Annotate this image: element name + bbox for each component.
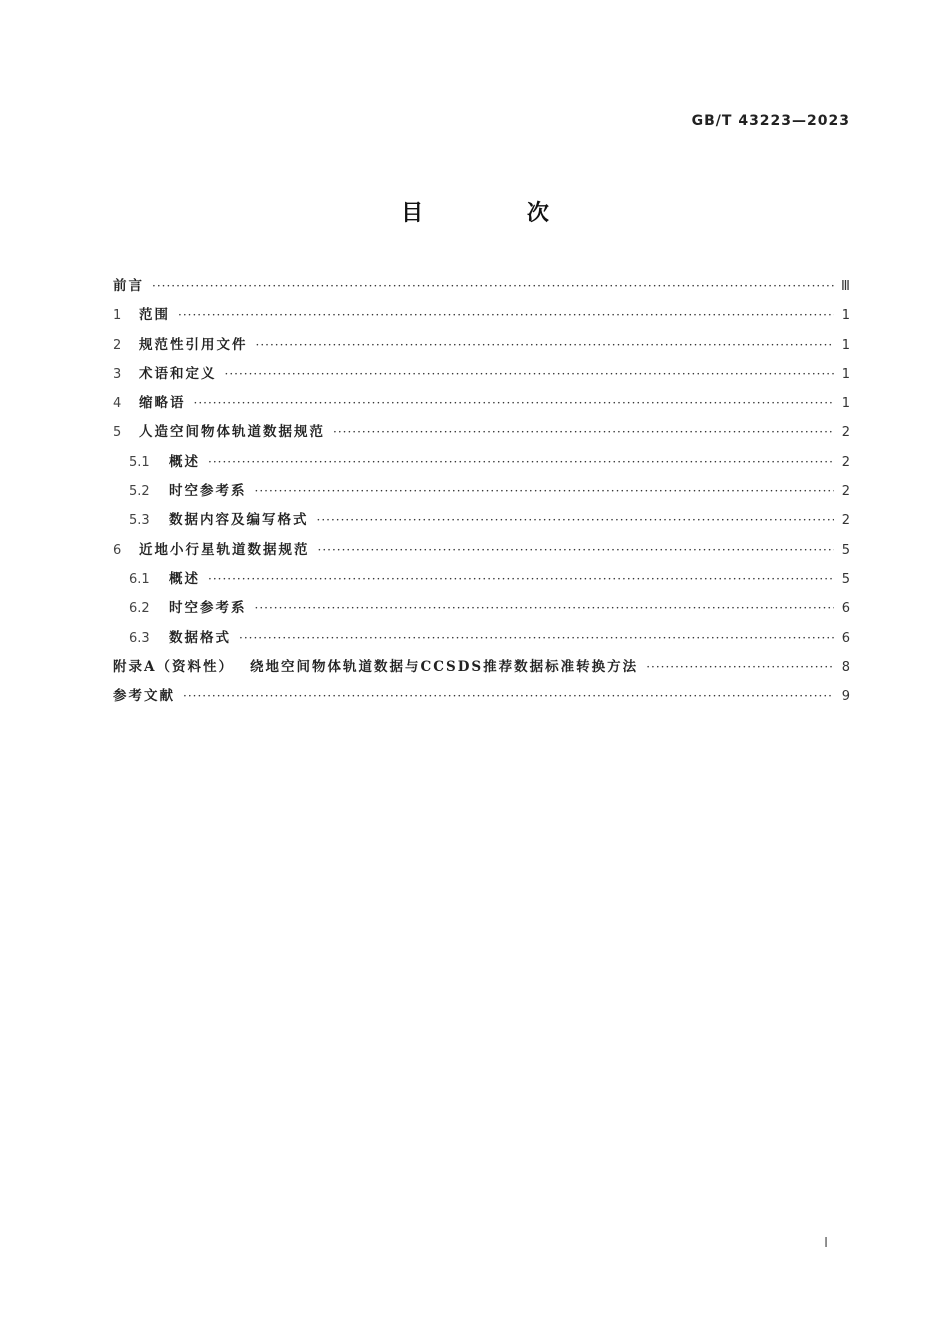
toc-entry-title: 绕地空间物体轨道数据与CCSDS推荐数据标准转换方法 bbox=[249, 658, 639, 675]
toc-entry-number: 4 bbox=[113, 396, 122, 412]
toc-entry-normative-references[interactable] bbox=[113, 333, 850, 362]
toc-entry-appendix-a[interactable] bbox=[113, 655, 850, 684]
toc-entry-page: 1 bbox=[841, 366, 850, 382]
dot-leader bbox=[225, 367, 835, 381]
toc-entry-number: 6.1 bbox=[129, 571, 150, 587]
toc-entry-foreword[interactable] bbox=[113, 274, 850, 303]
toc-entry-section-5-2[interactable] bbox=[113, 479, 850, 508]
toc-entry-title: 概述 bbox=[169, 453, 200, 470]
toc-entry-page: 6 bbox=[841, 630, 850, 646]
toc-entry-title: 缩略语 bbox=[139, 395, 186, 412]
dot-leader bbox=[318, 543, 835, 557]
dot-leader bbox=[333, 425, 834, 439]
toc-entry-page: 9 bbox=[841, 689, 850, 705]
toc-entry-section-6-1[interactable] bbox=[113, 567, 850, 596]
toc-entry-number: 6.3 bbox=[129, 630, 150, 646]
toc-entry-scope[interactable] bbox=[113, 303, 850, 332]
toc-entry-number: 5.1 bbox=[129, 454, 150, 470]
toc-entry-number: 6.2 bbox=[129, 601, 150, 617]
toc-entry-title: 数据格式 bbox=[169, 629, 231, 646]
toc-entry-number: 2 bbox=[113, 337, 122, 353]
toc-entry-page: 1 bbox=[841, 308, 850, 324]
toc-entry-number: 6 bbox=[113, 542, 122, 558]
toc-entry-page: 2 bbox=[841, 425, 850, 441]
dot-leader bbox=[239, 631, 834, 645]
toc-entry-title: 人造空间物体轨道数据规范 bbox=[139, 424, 325, 441]
dot-leader bbox=[194, 396, 835, 410]
toc-entry-page: 2 bbox=[841, 454, 850, 470]
toc-entry-page: Ⅲ bbox=[841, 279, 850, 294]
toc-entry-title: 参考文献 bbox=[113, 688, 175, 705]
toc-entry-section-5[interactable] bbox=[113, 420, 850, 449]
toc-entry-page: 6 bbox=[841, 601, 850, 617]
dot-leader bbox=[208, 455, 834, 469]
toc-entry-bibliography[interactable] bbox=[113, 684, 850, 713]
toc-entry-number: 3 bbox=[113, 366, 122, 382]
toc-entry-section-5-3[interactable] bbox=[113, 508, 850, 537]
dot-leader bbox=[255, 601, 835, 615]
dot-leader bbox=[178, 308, 834, 322]
toc-entry-title: 前言 bbox=[113, 278, 144, 294]
table-of-contents bbox=[113, 274, 850, 713]
toc-entry-abbreviations[interactable] bbox=[113, 391, 850, 420]
toc-entry-page: 2 bbox=[841, 513, 850, 529]
toc-entry-number: 5.3 bbox=[129, 513, 150, 529]
dot-leader bbox=[256, 338, 835, 352]
toc-entry-terms-definitions[interactable] bbox=[113, 362, 850, 391]
dot-leader bbox=[183, 689, 834, 703]
dot-leader bbox=[646, 660, 834, 674]
dot-leader bbox=[317, 513, 835, 527]
toc-entry-page: 8 bbox=[841, 659, 850, 675]
toc-entry-section-5-1[interactable] bbox=[113, 450, 850, 479]
toc-entry-section-6-3[interactable] bbox=[113, 626, 850, 655]
toc-entry-title: 规范性引用文件 bbox=[139, 336, 248, 353]
dot-leader bbox=[152, 279, 834, 293]
toc-entry-title: 时空参考系 bbox=[169, 600, 247, 617]
toc-entry-number: 1 bbox=[113, 308, 122, 324]
toc-entry-section-6-2[interactable] bbox=[113, 596, 850, 625]
dot-leader bbox=[208, 572, 834, 586]
toc-entry-title: 术语和定义 bbox=[139, 365, 217, 382]
footer-page-number: Ⅰ bbox=[824, 1236, 828, 1251]
toc-entry-section-6[interactable] bbox=[113, 538, 850, 567]
toc-entry-page: 5 bbox=[841, 542, 850, 558]
appendix-label: 附录A（资料性） bbox=[113, 658, 234, 675]
toc-entry-title: 概述 bbox=[169, 570, 200, 587]
standard-code: GB/T 43223—2023 bbox=[691, 113, 850, 129]
toc-title: 目 次 bbox=[401, 201, 597, 226]
toc-entry-page: 2 bbox=[841, 484, 850, 500]
toc-entry-title: 数据内容及编写格式 bbox=[169, 512, 309, 529]
toc-entry-page: 1 bbox=[841, 396, 850, 412]
toc-entry-title: 时空参考系 bbox=[169, 483, 247, 500]
toc-entry-title: 近地小行星轨道数据规范 bbox=[139, 541, 310, 558]
toc-entry-title: 范围 bbox=[139, 307, 170, 324]
dot-leader bbox=[255, 484, 835, 498]
toc-entry-number: 5 bbox=[113, 425, 122, 441]
toc-entry-number: 5.2 bbox=[129, 484, 150, 500]
toc-entry-page: 1 bbox=[841, 337, 850, 353]
toc-entry-page: 5 bbox=[841, 571, 850, 587]
